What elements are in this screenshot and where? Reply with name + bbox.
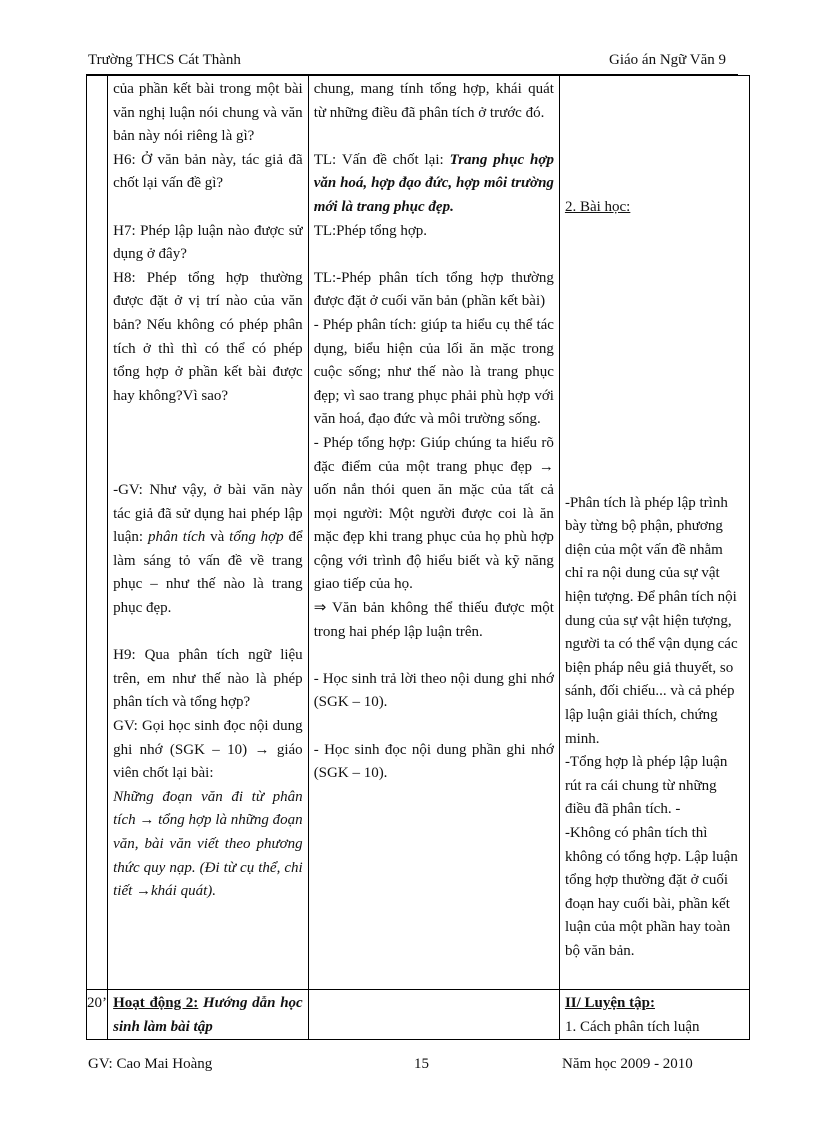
practice-item: 1. Cách phân tích luận (564, 1018, 700, 1035)
header-subject: Giáo án Ngữ Văn 9 (609, 52, 726, 68)
activity-cell (108, 990, 309, 1040)
practice-heading: II/ Luyện tập: (564, 995, 655, 1011)
question-h6: H6: Ở văn bản này, tác giả đã chốt lại vấn đề gì? (113, 151, 303, 192)
student-activity-cell (308, 990, 559, 1040)
teacher-conclusion: Những đoạn văn đi từ phân tích → tổng hợp là những đoạn văn, bài văn viết theo phương thức quy nạp. (Đi từ cụ thể, chi tiết →khái quát). (113, 788, 303, 900)
teacher-activity-cell (108, 76, 309, 990)
lesson-table (86, 75, 750, 1040)
answer-h6: TL: Vấn đề chốt lại: Trang phục hợp văn hoá, hợp đạo đức, hợp môi trường mới là trang phục đẹp. (313, 151, 554, 215)
question-h9: H9: Qua phân tích ngữ liệu trên, em như thế nào là phép phân tích và tổng hợp? (113, 647, 303, 711)
footer-teacher: GV: Cao Mai Hoàng (88, 1056, 213, 1072)
table-row (87, 76, 750, 990)
answer-h9: - Học sinh trả lời theo nội dung ghi nhớ (SGK – 10). (313, 670, 554, 711)
teacher-summary: -GV: Như vậy, ở bài văn này tác giả đã sử dụng hai phép lập luận: phân tích và tổng hợp để làm sáng tỏ vấn đề về trang phục – như thế nào là trang phục đẹp. (113, 482, 303, 617)
activity-title: Hoạt động 2: Hướng dẫn học sinh làm bài tập (113, 995, 303, 1035)
lesson-heading: 2. Bài học: (564, 199, 631, 215)
answer-synthesis: - Phép tổng hợp: Giúp chúng ta hiểu rõ đặc điểm của một trang phục đẹp → uốn nắn thói quen ăn mặc của tất cả mọi người: Một người được coi là ăn mặc đẹp khi trang phục của họ phù hợp cộng với trình độ hiểu biết và kỹ năng giao tiếp của họ. (313, 434, 554, 593)
answer-read: - Học sinh đọc nội dung phần ghi nhớ (SGK – 10). (313, 741, 554, 782)
header-school: Trường THCS Cát Thành (88, 52, 241, 68)
definition-relation: -Không có phân tích thì không có tổng hợp. Lập luận tổng hợp thường đặt ở cuối đoạn hay cuối bài, phần kết luận của một phần hay toàn bộ văn bản. (564, 824, 738, 959)
question-h7: H7: Phép lập luận nào được sử dụng ở đây? (113, 222, 303, 263)
definition-synthesis: -Tổng hợp là phép lập luận rút ra cái chung từ những điều đã phân tích. - (564, 754, 728, 818)
teacher-instruction: GV: Gọi học sinh đọc nội dung ghi nhớ (SGK – 10) → giáo viên chốt lại bài: (113, 718, 303, 782)
answer-h7: TL:Phép tổng hợp. (313, 222, 428, 239)
content-cell (559, 990, 749, 1040)
footer-year: Năm học 2009 - 2010 (562, 1056, 693, 1072)
time-cell: 20’ (87, 990, 108, 1040)
student-activity-cell (308, 76, 559, 990)
content-cell (559, 76, 749, 990)
time-cell (87, 76, 108, 990)
answer-h8: TL:-Phép phân tích tổng hợp thường được đặt ở cuối văn bản (phần kết bài) (313, 269, 554, 310)
text-block: của phần kết bài trong một bài văn nghị luận nói chung và văn bản này nói riêng là gì? (113, 81, 303, 145)
question-h8: H8: Phép tổng hợp thường được đặt ở vị trí nào của văn bản? Nếu không có phép phân tích ở thì thì có thể có phép tổng hợp ở phần kết bài được hay không?Vì sao? (113, 269, 303, 404)
answer-analysis: - Phép phân tích: giúp ta hiểu cụ thể tác dụng, biểu hiện của lối ăn mặc trong cuộc sống; như thế nào là trang phục đẹp; vì sao trang phục phải phù hợp với văn hoá, đạo đức và môi trường sống. (313, 316, 554, 428)
page-number: 15 (414, 1056, 429, 1072)
table-row (87, 990, 750, 1040)
answer-conclusion: ⇒ Văn bản không thể thiếu được một trong hai phép lập luận trên. (313, 600, 554, 640)
definition-analysis: -Phân tích là phép lập trình bày từng bộ phận, phương diện của một vấn đề nhằm chỉ ra nội dung của sự vật hiện tượng. Để phân tích nội dung của sự vật hiện tượng, người ta có thể vận dụng các biện pháp nêu giả thuyết, so sánh, đối chiếu... và cả phép lập luận giải thích, chứng minh. (564, 494, 738, 747)
text-block: chung, mang tính tổng hợp, khái quát từ những điều đã phân tích ở trước đó. (313, 81, 554, 121)
